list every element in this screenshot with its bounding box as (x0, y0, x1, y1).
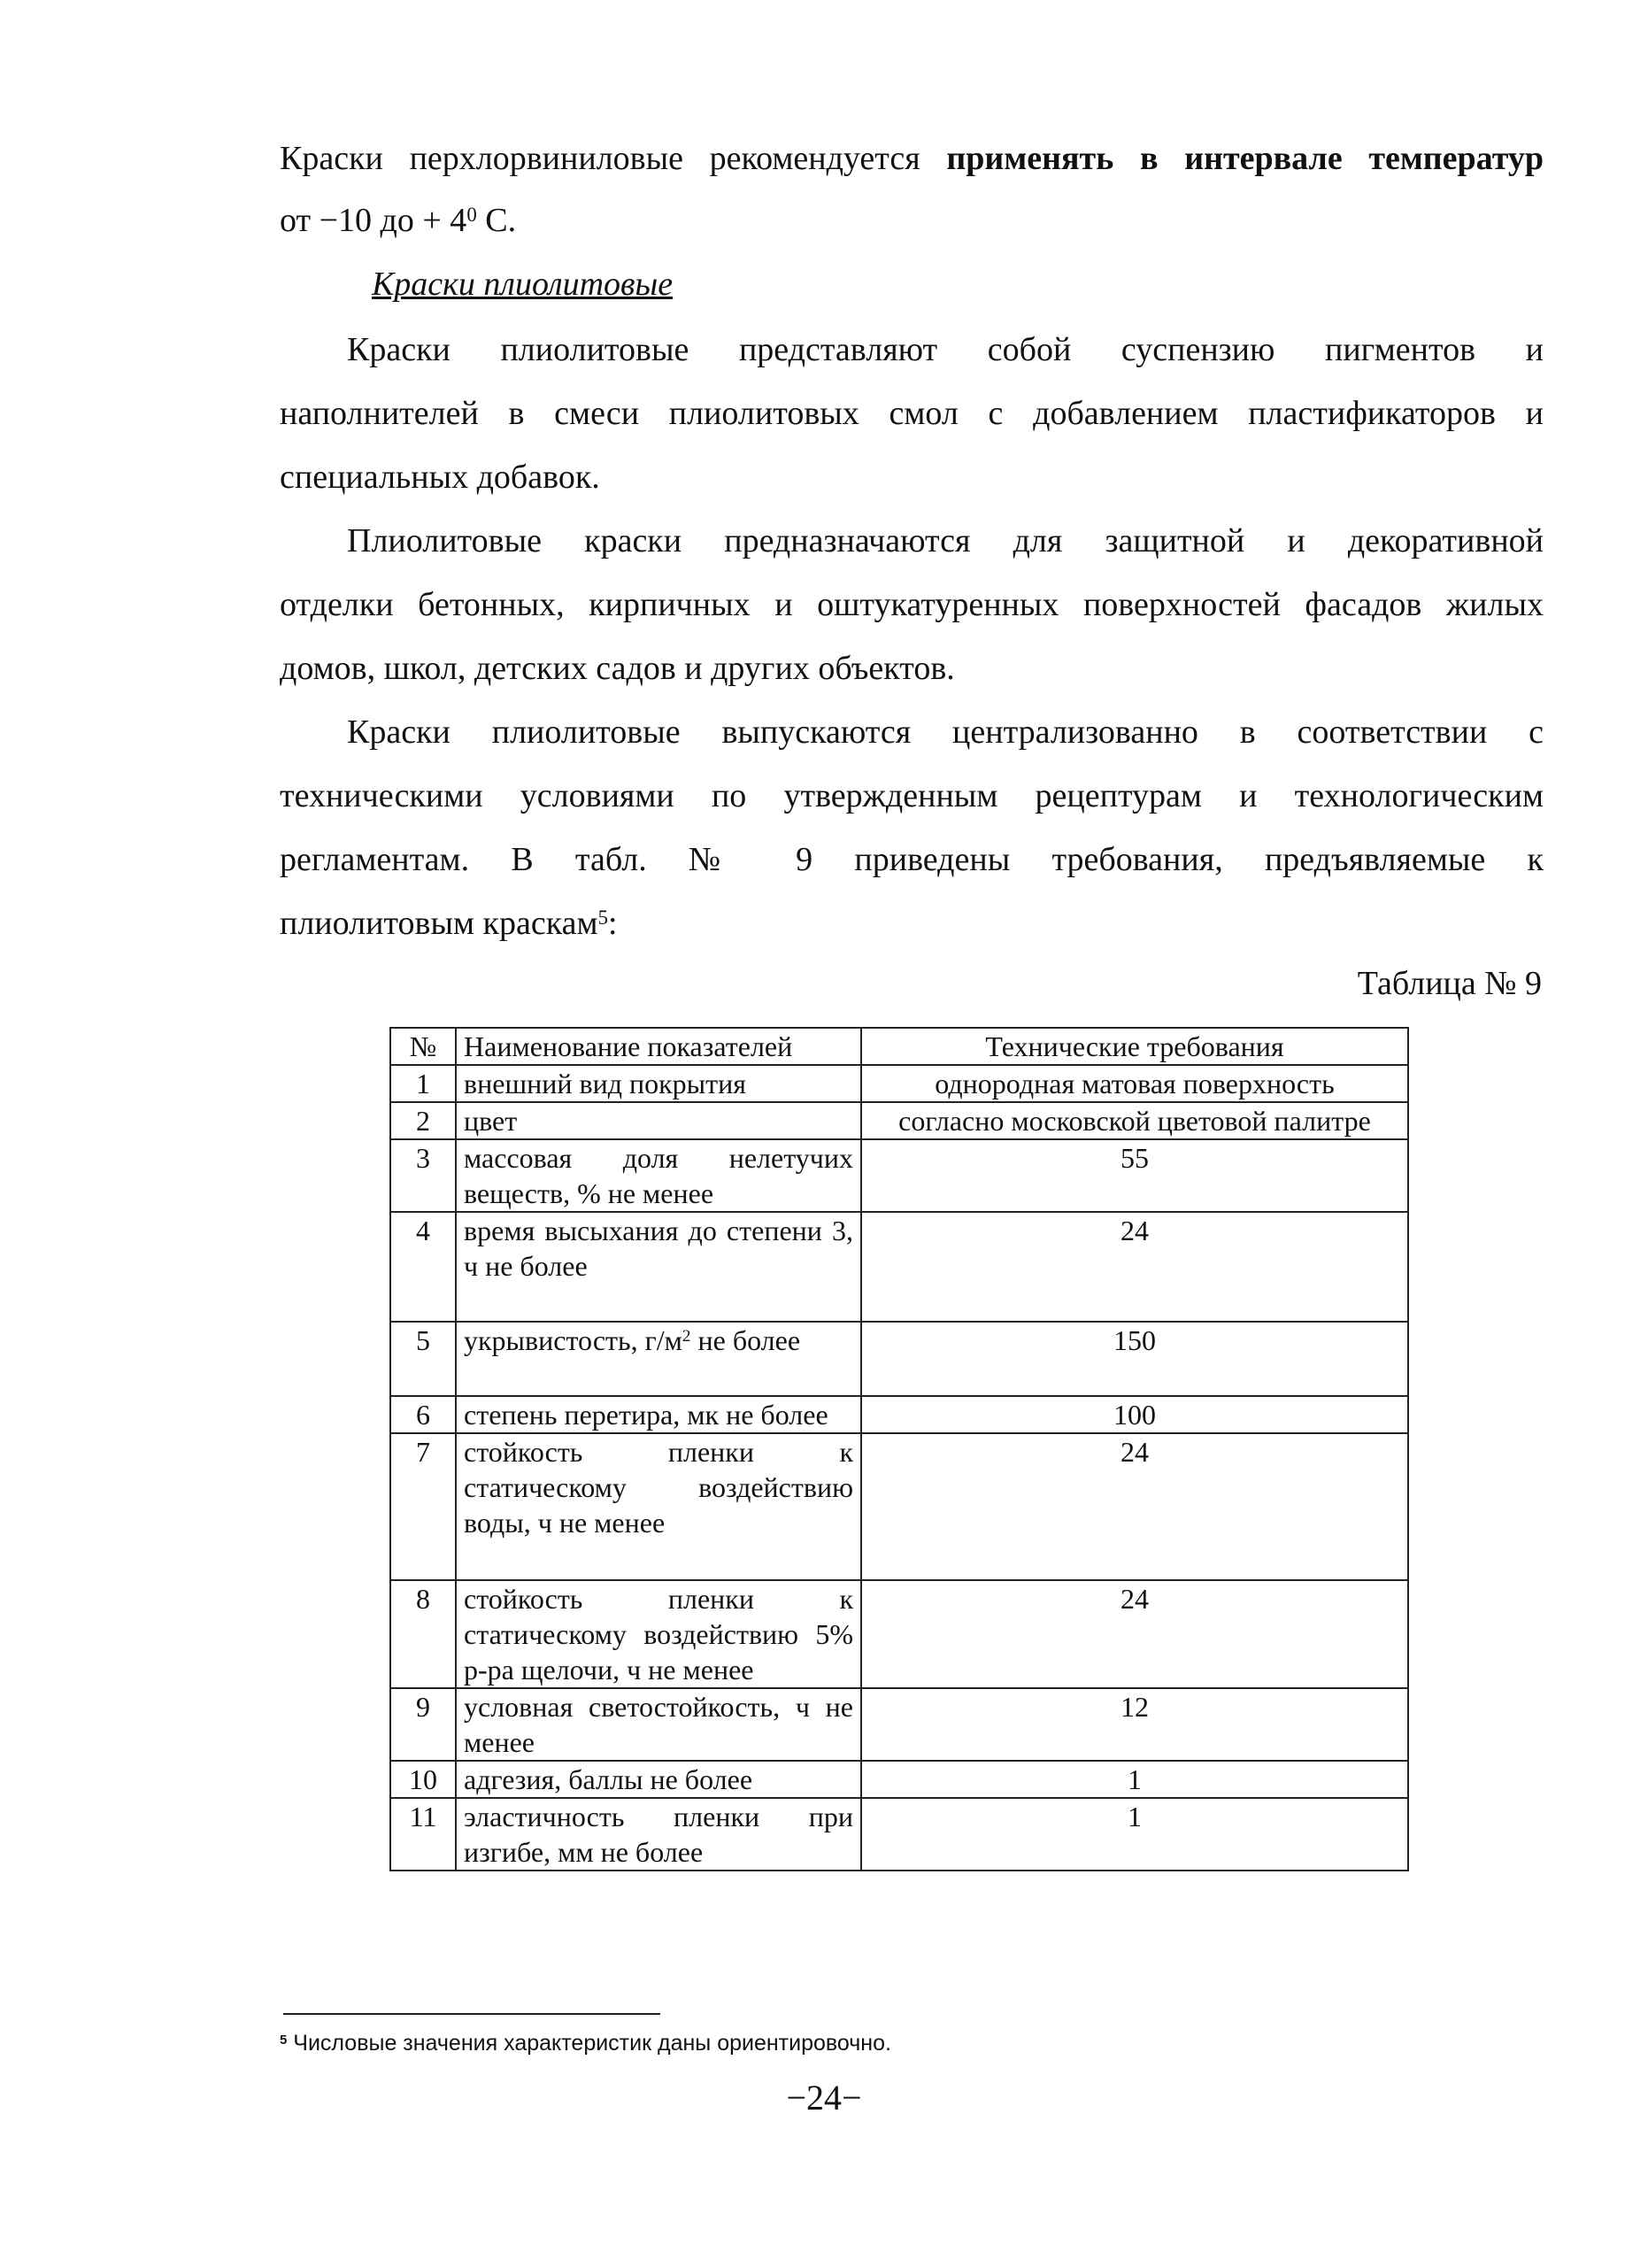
table-row (390, 1065, 1408, 1102)
table-row (390, 1102, 1408, 1139)
intro-line-2-text: от −10 до + 4 (280, 202, 467, 239)
row-req: 100 (861, 1396, 1408, 1433)
table-row (390, 1433, 1408, 1580)
row-num: 7 (390, 1433, 456, 1580)
footnote-mark: 5 (280, 2032, 288, 2048)
row-req: 1 (861, 1798, 1408, 1871)
row-name: эластичность пленки при изгибе, мм не более (456, 1798, 861, 1871)
row-num: 2 (390, 1102, 456, 1139)
footnote-separator (283, 2013, 660, 2015)
row-name: условная светостойкость, ч не менее (456, 1688, 861, 1761)
row-name: время высыхания до степени 3, ч не более (456, 1212, 861, 1322)
row-req: 55 (861, 1139, 1408, 1212)
row-num: 6 (390, 1396, 456, 1433)
p3-line-3: регламентам. В табл. № 9 приведены требования, предъявляемые к (280, 841, 1544, 878)
row-num: 10 (390, 1761, 456, 1798)
table-row (390, 1580, 1408, 1688)
row-num: 11 (390, 1798, 456, 1871)
table-row (390, 1396, 1408, 1433)
intro-line-2 (280, 200, 1544, 241)
p3-line-1: Краски плиолитовые выпускаются централизованно в соответствии с (347, 714, 1544, 751)
footnote-ref-sup: 5 (597, 906, 608, 929)
p1-line-1: Краски плиолитовые представляют собой суспензию пигментов и (347, 331, 1544, 368)
header-name: Наименование показателей (456, 1028, 861, 1065)
table-row (390, 1139, 1408, 1212)
table-row (390, 1798, 1408, 1871)
row-req: 1 (861, 1761, 1408, 1798)
p3-line-4-end: : (607, 905, 618, 942)
header-num: № (390, 1028, 456, 1065)
row-name: внешний вид покрытия (456, 1065, 861, 1102)
row-name: степень перетира, мк не более (456, 1396, 861, 1433)
p1-line-2: наполнителей в смеси плиолитовых смол с добавлением пластификаторов и (280, 395, 1544, 432)
footnote (280, 2029, 891, 2057)
table-caption: Таблица № 9 (1357, 965, 1542, 1002)
row-num: 5 (390, 1322, 456, 1396)
row-name-text: укрывистость, г/м (464, 1324, 682, 1356)
requirements-table (389, 1027, 1409, 1871)
row-name: цвет (456, 1102, 861, 1139)
row-name-end: не более (690, 1324, 801, 1356)
page-number: −24− (786, 2078, 862, 2118)
row-name: адгезия, баллы не более (456, 1761, 861, 1798)
row-req: 24 (861, 1212, 1408, 1322)
row-name (456, 1322, 861, 1396)
p3-line-4-text: плиолитовым краскам (280, 905, 598, 942)
row-num: 1 (390, 1065, 456, 1102)
table-row (390, 1212, 1408, 1322)
row-name: стойкость пленки к статическому воздействию 5% р-ра щелочи, ч не менее (456, 1580, 861, 1688)
section-title: Краски плиолитовые (372, 266, 674, 303)
intro-line-2-end: С. (476, 202, 517, 239)
intro-line-1-bold: применять в интервале температур (946, 140, 1544, 177)
row-req: 24 (861, 1580, 1408, 1688)
row-name: массовая доля нелетучих веществ, % не менее (456, 1139, 861, 1212)
p2-line-1: Плиолитовые краски предназначаются для защитной и декоративной (347, 522, 1544, 559)
p3-line-4 (280, 903, 1544, 944)
p1-line-3: специальных добавок. (280, 459, 600, 496)
table-row (390, 1761, 1408, 1798)
footnote-text: Числовые значения характеристик даны ориентировочно. (287, 2031, 891, 2056)
table-row (390, 1322, 1408, 1396)
row-num: 3 (390, 1139, 456, 1212)
table-row (390, 1688, 1408, 1761)
p2-line-2: отделки бетонных, кирпичных и оштукатуренных поверхностей фасадов жилых (280, 586, 1544, 623)
header-req: Технические требования (861, 1028, 1408, 1065)
row-req: 150 (861, 1322, 1408, 1396)
intro-degree-sup: 0 (466, 203, 477, 226)
p3-line-2: техническими условиями по утвержденным рецептурам и технологическим (280, 777, 1544, 814)
row-num: 8 (390, 1580, 456, 1688)
row-name: стойкость пленки к статическому воздействию воды, ч не менее (456, 1433, 861, 1580)
row-num: 4 (390, 1212, 456, 1322)
intro-line-1 (280, 138, 1544, 179)
row-name-sup: 2 (682, 1327, 691, 1346)
table-header-row (390, 1028, 1408, 1065)
p2-line-3: домов, школ, детских садов и других объектов. (280, 650, 955, 687)
row-req: 12 (861, 1688, 1408, 1761)
row-req: однородная матовая поверхность (861, 1065, 1408, 1102)
row-num: 9 (390, 1688, 456, 1761)
row-req: согласно московской цветовой палитре (861, 1102, 1408, 1139)
row-req: 24 (861, 1433, 1408, 1580)
intro-line-1-normal: Краски перхлорвиниловые рекомендуется (280, 140, 947, 177)
